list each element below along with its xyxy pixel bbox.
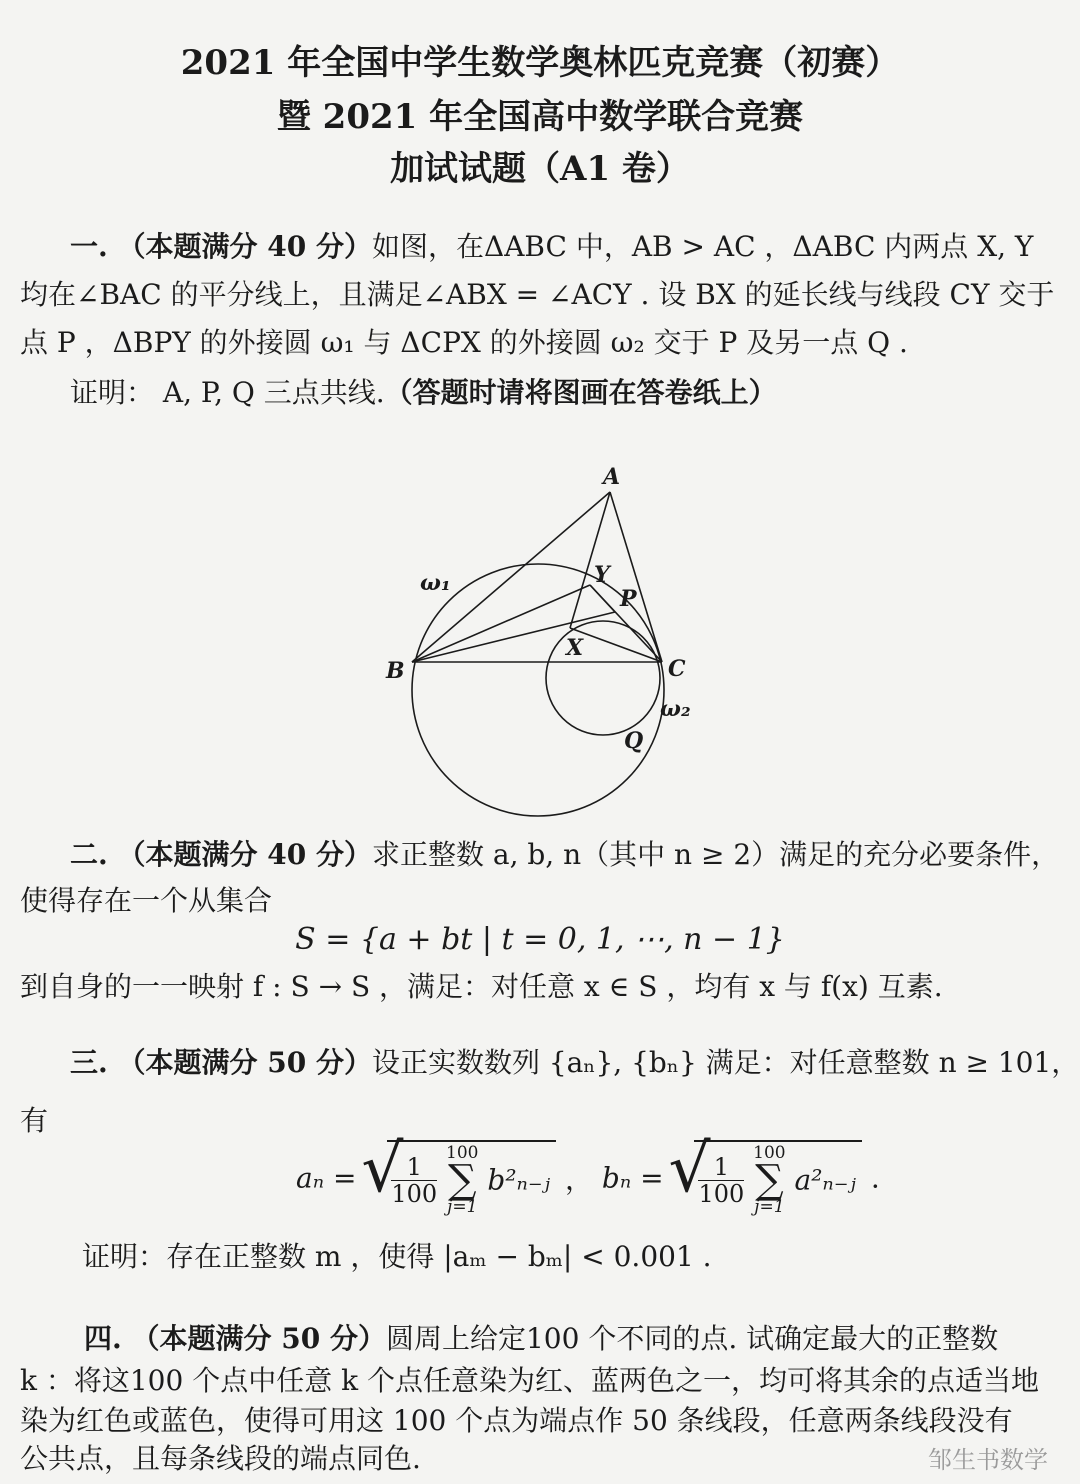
problem4-line2: k ：将这100 个点中任意 k 个点任意染为红、蓝两色之一，均可将其余的点适当地 (20, 1364, 1039, 1397)
eq-end: . (870, 1161, 880, 1195)
label-P: P (620, 586, 637, 612)
term-a: a²ₙ₋ⱼ (794, 1163, 856, 1197)
circle-omega2 (546, 621, 660, 735)
term-b: b²ₙ₋ⱼ (487, 1163, 551, 1197)
geometry-figure (370, 455, 710, 825)
segment-CX (570, 628, 662, 662)
watermark-text: 邹生书数学 (928, 1446, 1048, 1474)
sqrt-b (694, 1140, 862, 1216)
label-omega2: ω₂ (660, 696, 691, 722)
problem2-text1: 求正整数 a, b, n（其中 n ≥ 2）满足的充分必要条件， (371, 838, 1060, 871)
problem1-line1 (70, 230, 1080, 264)
segment-BY (412, 585, 590, 662)
problem3-line3: 证明：存在正整数 m ，使得 |aₘ − bₘ| < 0.001 . (82, 1240, 712, 1273)
eq-sep: ， (564, 1163, 593, 1196)
problem3-line1 (70, 1046, 1080, 1080)
problem2-label: 二. （本题满分 40 分） (70, 838, 372, 871)
problem1-text1: 如图，在ΔABC 中，AB > AC ，ΔABC 内两点 X, Y (371, 230, 1034, 263)
label-B: B (386, 658, 405, 684)
label-X: X (566, 635, 584, 661)
problem3-equations (296, 1140, 880, 1230)
segment-AC (610, 492, 662, 662)
problem4-line3: 染为红色或蓝色，使得可用这 100 个点为端点作 50 条线段，任意两条线段没有 (20, 1404, 1013, 1437)
problem2-line1 (70, 838, 1080, 872)
label-Q: Q (624, 728, 644, 754)
problem1-line3: 点 P ，ΔBPY 的外接圆 ω₁ 与 ΔCPX 的外接圆 ω₂ 交于 P 及另一点 Q . (20, 326, 908, 359)
problem1-note: （答题时请将图画在答卷纸上） (384, 376, 777, 409)
fraction-a: √ $\frac{1}{100}$ (391, 1152, 438, 1208)
problem1-label: 一. （本题满分 40 分） (70, 230, 372, 263)
problem4-text1: 圆周上给定100 个不同的点. 试确定最大的正整数 (385, 1322, 999, 1355)
segment-BP (412, 612, 615, 662)
fraction-b: √ $\frac{1}{100}$ (698, 1152, 745, 1208)
problem2-line2: 使得存在一个从集合 (20, 884, 273, 917)
sum-a: 100 ∑ j=1 (446, 1143, 479, 1217)
title-line-2: 暨 2021 年全国高中数学联合竞赛 (276, 97, 804, 137)
problem4-line4: 公共点，且每条线段的端点同色. (20, 1442, 421, 1475)
segment-PY (590, 585, 615, 612)
problem1-line4 (70, 376, 1080, 410)
problem2-formula: S = {a + bt | t = 0, 1, ⋯, n − 1} (295, 922, 785, 957)
problem4-label: 四. （本题满分 50 分） (84, 1322, 386, 1355)
label-A: A (603, 464, 621, 490)
problem3-line2: 有 (20, 1104, 49, 1137)
label-omega1: ω₁ (420, 570, 451, 596)
sum-b: 100 ∑ j=1 (753, 1143, 786, 1217)
problem3-text1: 设正实数数列 {aₙ}, {bₙ} 满足：对任意整数 n ≥ 101， (371, 1046, 1080, 1079)
problem1-prove: 证明： A, P, Q 三点共线. (70, 376, 385, 409)
segment-AX (570, 492, 610, 628)
problem1-line2: 均在∠BAC 的平分线上，且满足∠ABX = ∠ACY . 设 BX 的延长线与线段 CY 交于 (20, 278, 1055, 311)
sqrt-a (387, 1140, 556, 1216)
problem2-line3: 到自身的一一映射 f : S → S ，满足：对任意 x ∈ S ，均有 x 与 f(x) 互素. (20, 970, 943, 1003)
label-Y: Y (594, 562, 610, 588)
eq-a-lhs: aₙ = (296, 1161, 357, 1195)
title-line-1: 2021 年全国中学生数学奥林匹克竞赛（初赛） (180, 43, 900, 83)
title-line-3: 加试试题（A1 卷） (390, 149, 690, 189)
eq-b-lhs: bₙ = (601, 1161, 664, 1195)
problem3-label: 三. （本题满分 50 分） (70, 1046, 372, 1079)
problem4-line1 (84, 1322, 1080, 1356)
label-C: C (668, 656, 686, 682)
